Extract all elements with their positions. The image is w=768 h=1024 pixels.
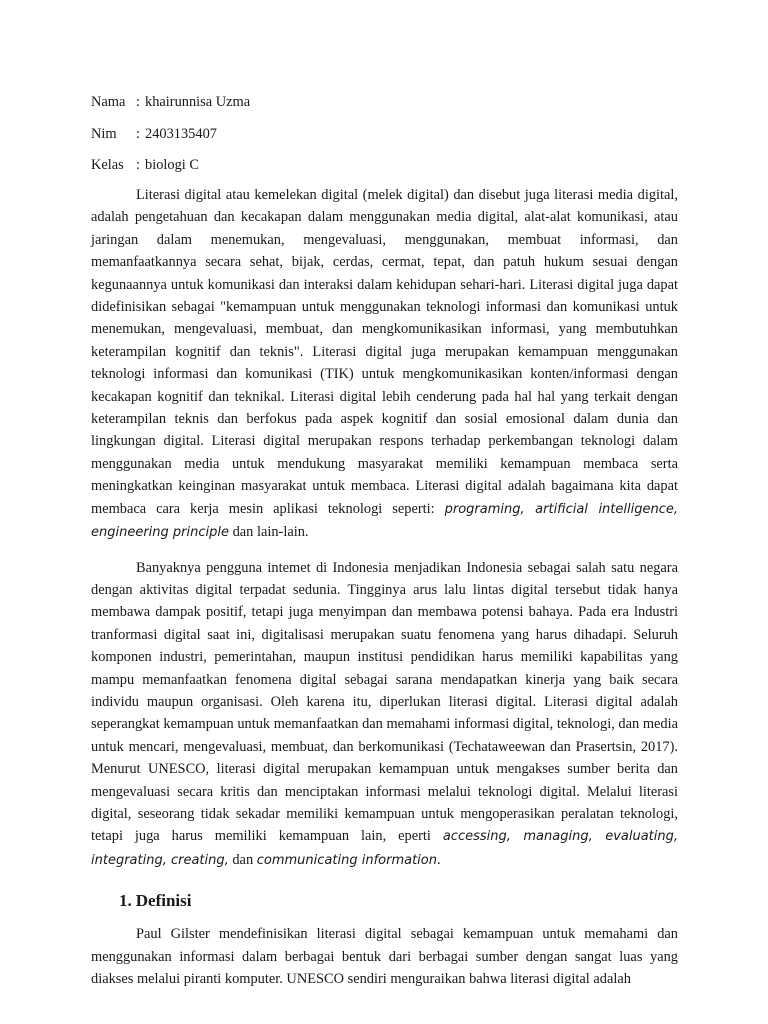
name-value: khairunnisa Uzma [145,94,251,110]
paragraph-text: dan lain-lain. [229,524,309,541]
paragraph-digital-literacy [91,184,678,545]
class-value: biologi C [145,157,199,173]
id-value: 2403135407 [145,125,217,142]
student-info [91,91,491,186]
class-colon: : [136,157,140,173]
student-name-row [91,91,491,113]
id-colon: : [136,125,140,142]
student-id-row [91,123,491,145]
paragraph-text: Banyaknya pengguna intemet di Indonesia menjadikan Indonesia sebagai salah satu negara dengan aktivitas digital terpadat sedunia. Tingginya arus lalu lintas digital tersebut tidak hanya membawa dampak positif, tetapi juga menyimpan dan membawa potensi bahaya. Pada era lndustri tranformasi digital saat ini, digitalisasi merupakan suatu fenomena yang harus dihadapi. Seluruh komponen industri, pemerintahan, maupun institusi pendidikan harus memiliki kapabilitas yang mampu memanfaatkan fenomena digital sebagai sarana mendapatkan kinerja yang baik secara individu maupun organisasi. Oleh karena itu, diperlukan literasi digital. Literasi digital adalah seperangkat kemampuan untuk memanfaatkan dan memahami informasi digital, teknologi, dan media untuk mencari, mengevaluasi, membuat, dan berkomunikasi (Techataweewan dan Prasertsin, 2017). Menurut UNESCO, literasi digital merupakan kemampuan untuk mengakses sumber berita dan mengevaluasi secara kritis dan menciptakan informasi melalui teknologi digital. Melalui literasi digital, seseorang tidak sekadar memiliki kemampuan untuk mengoperasikan peralatan teknologi, tetapi juga harus memiliki kemampuan lain, eperti [91,559,678,845]
section-heading [91,890,678,912]
paragraph-text: Literasi digital atau kemelekan digital (melek digital) dan disebut juga literasi media digital, adalah pengetahuan dan kecakapan dalam menggunakan media digital, alat-alat komunikasi, atau jaringan dalam menemukan, mengevaluasi, menggunakan, membuat informasi, dan memanfaatkannya secara sehat, bijak, cerdas, cermat, tepat, dan patuh hukum sesuai dengan kegunaannya untuk komunikasi dan interaksi dalam kehidupan sehari-hari. Literasi digital juga dapat didefinisikan sebagai "kemampuan untuk menggunakan teknologi informasi dan komunikasi untuk menemukan, mengevaluasi, membuat, dan mengkomunikasikan informasi, yang membutuhkan keterampilan kognitif dan teknis". Literasi digital juga merupakan kemampuan menggunakan teknologi informasi dan komunikasi (TIK) untuk mengkomunikasikan konten/informasi dengan kecakapan kognitif dan teknikal. Literasi digital lebih cenderung pada hal hal yang terkait dengan keterampilan teknis dan berfokus pada aspek kognitif dan sosial emosional dalam dunia dan lingkungan digital. Literasi digital merupakan respons terhadap perkembangan teknologi dalam menggunakan media untuk mendukung masyarakat memiliki kemampuan membaca serta meningkatkan keinginan masyarakat untuk membaca. Literasi digital adalah bagaimana kita dapat membaca cara kerja mesin aplikasi teknologi seperti: [91,187,678,517]
name-label: Nama [91,94,126,110]
class-label: Kelas [91,157,124,173]
paragraph-italic-text: communicating information [256,852,437,868]
student-class-row [91,154,491,176]
paragraph-text: dan [228,851,257,868]
id-label: Nim [91,125,117,142]
section-number: 1. [119,891,132,911]
section-title: Definisi [135,891,192,911]
body-text [91,184,678,990]
paragraph-internet-users [91,557,678,873]
paragraph-definition: Paul Gilster mendefinisikan literasi digital sebagai kemampuan untuk memahami dan menggunakan informasi dalam berbagai bentuk dari berbagai sumber dengan sangat luas yang diakses melalui piranti komputer. UNESCO sendiri menguraikan bahwa literasi digital adalah [91,926,678,987]
name-colon: : [136,94,140,110]
paragraph-text: . [436,851,441,868]
paragraph-italic-text: programing, artificial intelligence, engineering principle [91,501,678,541]
paragraph-italic-text: accessing, managing, evaluating, integrating, creating, [91,829,678,868]
